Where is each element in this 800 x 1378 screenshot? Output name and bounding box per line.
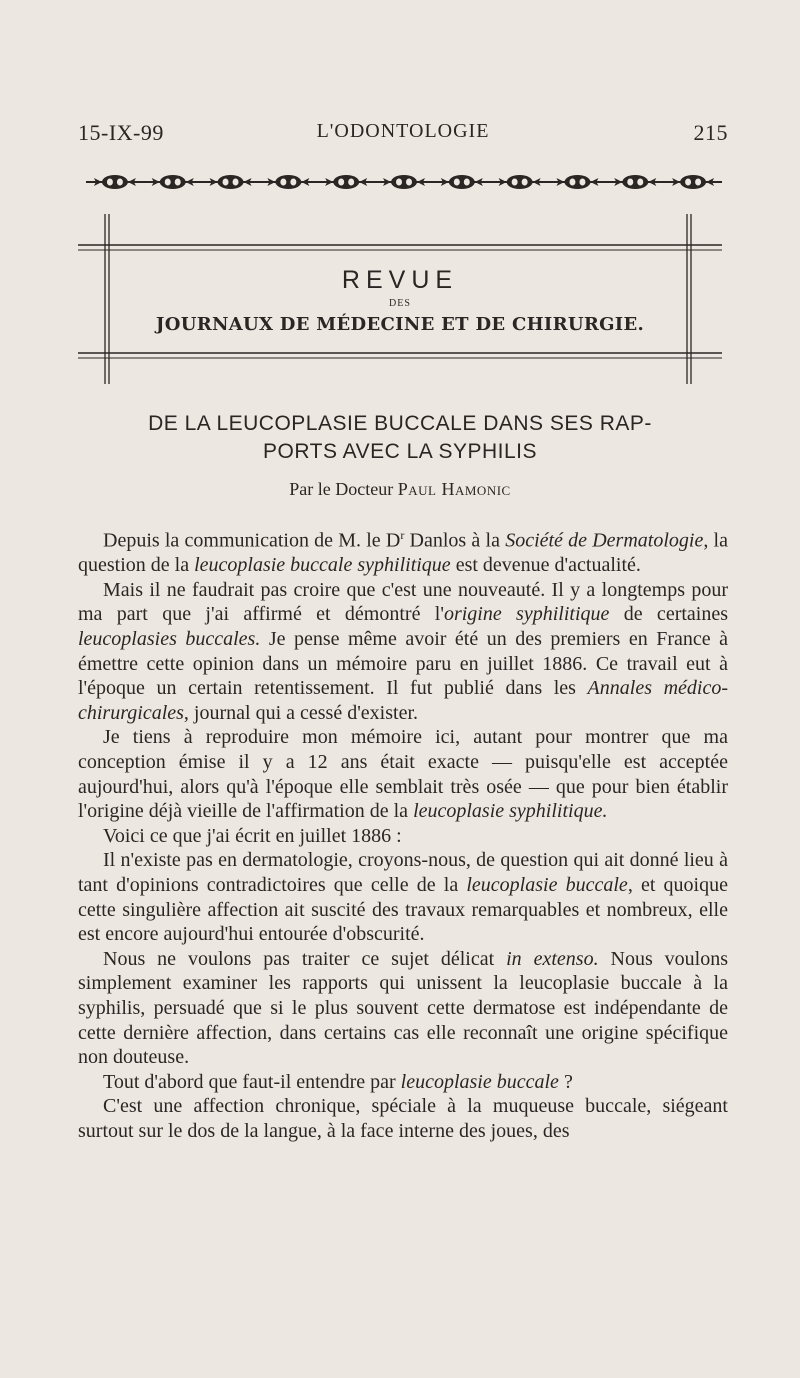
text-run: Je pense même avoir été un des premiers en France à émettre cette opinion dans un mémoire paru en juillet 1886. Ce travail eut à l'époque un certain retentissement. Il fut publié dans les (78, 628, 728, 700)
italic-run: Société de Dermatologie (505, 529, 704, 552)
section-subtitle: JOURNAUX DE MÉDECINE ET DE CHIRURGIE. (155, 314, 645, 335)
body-paragraph (78, 1070, 728, 1095)
text-run: Nous voulons simplement examiner les rapports qui unissent la leucoplasie buccale à la syphilis, persuadé que si le plus souvent cette dermatose est indépendante de cette dernière affection, dans certains cas elle reconnaît une origine spécifique non douteuse. (78, 947, 728, 1069)
body-paragraph (78, 824, 728, 849)
text-run: de certaines (609, 603, 729, 626)
ornament-unit (383, 175, 425, 189)
text-run: ? (558, 1070, 573, 1093)
text-run: , journal qui a cessé d'exister. (183, 701, 419, 724)
ornament-unit (152, 175, 194, 189)
text-run: Il n'existe pas en dermatologie, croyons-nous, de question qui ait donné lieu à tant d'opinions contradictoires que celle de la (78, 849, 728, 896)
article-body (78, 523, 728, 1144)
page-number: 215 (693, 120, 728, 145)
ornament-unit (556, 175, 598, 189)
italic-run: leucoplasie buccale (400, 1070, 559, 1093)
italic-run: Annales médico-chirurgicales (78, 677, 728, 724)
article-title-line-2: PORTS AVEC LA SYPHILIS (262, 440, 537, 463)
text-run: Je tiens à reproduire mon mémoire ici, autant pour montrer que ma conception émise il y a 12 ans était exacte — puisqu'elle est acceptée aujourd'hui, alors qu'à l'époque elle semblait très osée — que pour bien établir l'origine déjà vieille de l'affirmation de la (78, 726, 728, 823)
italic-run: leucoplasie syphilitique. (413, 800, 608, 823)
superscript-run: r (400, 528, 405, 542)
body-paragraph (78, 848, 728, 946)
article-title-line-1: DE LA LEUCOPLASIE BUCCALE DANS SES RAP- (148, 412, 652, 435)
text-run: est devenue d'actualité. (450, 554, 641, 577)
italic-run: in extenso. (506, 947, 599, 970)
issue-date: 15-IX-99 (78, 120, 164, 145)
ornament-unit (94, 175, 136, 189)
text-run: Voici ce que j'ai écrit en juillet 1886 : (103, 824, 402, 847)
body-paragraph (78, 725, 728, 823)
text-run: Nous ne voulons pas traiter ce sujet délicat (103, 947, 507, 970)
article-title (100, 410, 700, 466)
ornament-unit (441, 175, 483, 189)
text-run: Danlos à la (404, 529, 506, 552)
body-paragraph (78, 523, 728, 578)
italic-run: leucoplasie buccale (466, 873, 628, 896)
text-run: , la question de la (78, 529, 728, 577)
author-name: Paul Hamonic (397, 479, 511, 499)
ornament-unit (267, 175, 309, 189)
ornament-band (86, 172, 722, 192)
text-run: Depuis la communication de M. le D (103, 529, 401, 552)
body-paragraph (78, 578, 728, 726)
body-paragraph (78, 1094, 728, 1143)
ornament-unit (499, 175, 541, 189)
text-run: C'est une affection chronique, spéciale à la muqueuse buccale, siégeant surtout sur le dos de la langue, à la face interne des joues, des (78, 1095, 728, 1142)
byline (0, 479, 800, 500)
body-paragraph (78, 947, 728, 1070)
journal-name: L'ODONTOLOGIE (316, 120, 490, 142)
italic-run: origine syphilitique (443, 603, 610, 626)
italic-run: leucoplasies buccales. (78, 628, 261, 651)
section-title: REVUE (341, 266, 459, 294)
italic-run: leucoplasie buccale syphilitique (194, 554, 451, 577)
running-head (78, 120, 728, 150)
ornament-unit (614, 175, 656, 189)
byline-prefix: Par le Docteur (289, 479, 394, 499)
text-run: , et quoique cette singulière affection ait suscité des travaux remarquables et nombreux, elle est encore aujourd'hui entourée d'obscurité. (78, 873, 728, 946)
ornament-unit (210, 175, 252, 189)
ornament-unit (325, 175, 367, 189)
section-des: DES (389, 298, 411, 309)
text-run: Tout d'abord que faut-il entendre par (103, 1070, 401, 1093)
ornament-unit (672, 175, 714, 189)
text-run: Mais il ne faudrait pas croire que c'est une nouveauté. Il y a longtemps pour ma part que j'ai affirmé et démontré l' (78, 578, 728, 626)
